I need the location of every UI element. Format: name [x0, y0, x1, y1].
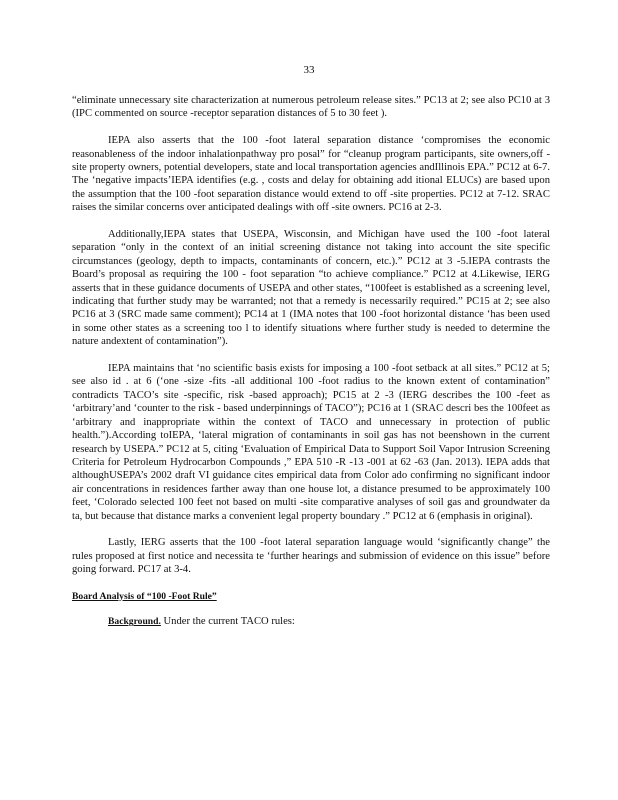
paragraph-additionally: Additionally,IEPA states that USEPA, Wisconsin, and Michigan have used the 100 -foot lateral separation “only in the context of an initial screening distance not taking into account the site specific circumstances (geology, depth to impacts, contaminants of concern, etc.).” PC12 at 3 -5.IEPA contrasts the Board’s proposal as requiring the 100 - foot separation “to achieve compliance.” PC12 at 4.Likewise, IERG asserts that in these guidance documents of USEPA and other states, “100feet is established as a screening level, indicating that further study may be warranted; not that a remedy is necessarily required.” PC15 at 2; see also PC16 at 3 (SRC made same comment); PC14 at 1 (IMA notes that 100 -foot horizontal distance ‘has been used in some other states as a screening too l to identify situations where further study is needed to determine the nature andextent of contamination”).: [72, 229, 550, 348]
page-number: 33: [303, 64, 315, 76]
section-heading: Board Analysis of “100 -Foot Rule”: [72, 590, 217, 602]
paragraph-continuation: “eliminate unnecessary site characterization at numerous petroleum release sites.” PC13 at 2; see also PC10 at 3 (IPC commented on source -receptor separation distances of 5 to 30 feet ).: [72, 95, 550, 120]
background-line: [108, 615, 550, 628]
paragraph-lastly: Lastly, IERG asserts that the 100 -foot lateral separation language would ‘significantly change” the rules proposed at first notice and necessita te ‘further hearings and submission of evidence on this issue” before going forward. PC17 at 3-4.: [72, 537, 550, 576]
paragraph-iepa-maintains: IEPA maintains that ‘no scientific basis exists for imposing a 100 -foot setback at all sites.” PC12 at 5; see also id . at 6 (‘one -size -fits -all additional 100 -foot radius to the known extent of contamination” contradicts TACO’s site -specific, risk -based approach); PC15 at 2 -3 (IERG describes the 100 -feet as ‘arbitrary’and ‘counter to the risk - based underpinnings of TACO”); PC16 at 1 (SRAC descri bes the 100feet as ‘arbitrary and inappropriate within the context of TACO and unnecessary in protection of public health.”).According toIEPA, ‘lateral migration of contaminants in soil gas has not beenshown in the current research by USEPA.” PC12 at 5, citing ‘Evaluation of Empirical Data to Support Soil Vapor Intrusion Screening Criteria for Petroleum Hydrocarbon Compounds ,” EPA 510 -R -13 -001 at 62 -63 (Jan. 2013). IEPA adds that althoughUSEPA’s 2002 draft VI guidance cites empirical data from Color ado confirming no significant indoor air concentrations in residences farther away than one house lot, a distance presumed to be approximately 100 feet, ‘Colorado selected 100 feet not based on multi -site comparative analyses of soil gas and groundwater da ta, but because that distance marks a convenient legal property boundary .” PC12 at 6 (emphasis in original).: [72, 363, 550, 522]
subsection-text: Under the current TACO rules:: [163, 616, 295, 628]
paragraph-iepa-separation: IEPA also asserts that the 100 -foot lateral separation distance ‘compromises the economic reasonableness of the indoor inhalationpathway pro posal” for “cleanup program participants, site owners,off - site property owners, potential developers, state and local transportation agencies andIllinois EPA.” PC12 at 6-7. The ‘negative impacts’IEPA identifies (e.g. , costs and delay for obtaining add itional ELUCs) are based upon the assumption that the 100 -foot separation distance would extend to off -site properties. PC12 at 7-12. SRAC raises the similar concerns over anticipated dealings with off -site owners. PC16 at 2-3.: [72, 135, 550, 214]
body-text: [72, 94, 550, 629]
subsection-label: Background.: [108, 616, 161, 628]
